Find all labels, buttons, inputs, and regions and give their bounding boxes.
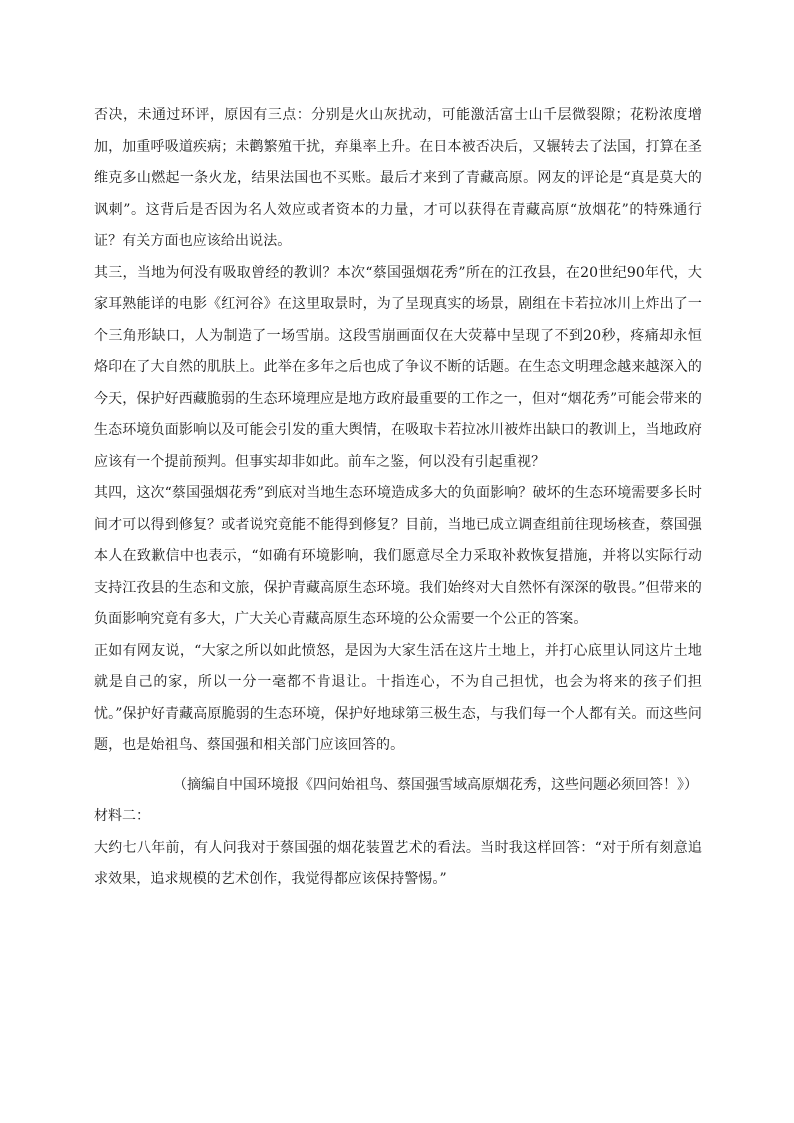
source-citation: （摘编自中国环境报《四问始祖鸟、蔡国强雪域高原烟花秀，这些问题必须回答！》） [173,776,698,793]
paragraph-3: 其四，这次“蔡国强烟花秀”到底对当地生态环境造成多大的负面影响？破坏的生态环境需要多长时间才可以得到修复？或者说究竟能不能得到修复？目前，当地已成立调查组前往现场核查，蔡国强本人在致歉信中也表示，“如确有环境影响，我们愿意尽全力采取补救恢复措施，并将以实际行动支持江孜县的生态和文旅，保护青藏高原生态环境。我们始终对大自然怀有深深的敬畏。”但带来的负面影响究竟有多大，广大关心青藏高原生态环境的公众需要一个公正的答案。 [94,485,702,627]
paragraph-4: 正如有网友说，“大家之所以如此愤怒，是因为大家生活在这片土地上，并打心底里认同这片土地就是自己的家，所以一分一毫都不肯退让。十指连心，不为自己担忧，也会为将来的孩子们担忧。”保护好青藏高原脆弱的生态环境，保护好地球第三极生态，与我们每一个人都有关。而这些问题，也是始祖鸟、蔡国强和相关部门应该回答的。 [94,642,702,753]
material-2-paragraph: 大约七八年前，有人问我对于蔡国强的烟花装置艺术的看法。当时我这样回答：“对于所有刻意追求效果，追求规模的艺术创作，我觉得都应该保持警惕。” [94,839,702,887]
document-body [94,100,702,896]
paragraph-2: 其三，当地为何没有吸取曾经的教训？本次“蔡国强烟花秀”所在的江孜县，在20世纪90年代，大家耳熟能详的电影《红河谷》在这里取景时，为了呈现真实的场景，剧组在卡若拉冰川上炸出了一个三角形缺口，人为制造了一场雪崩。这段雪崩画面仅在大荧幕中呈现了不到20秒，疼痛却永恒烙印在了大自然的肌肤上。此举在多年之后也成了争议不断的话题。在生态文明理念越来越深入的今天，保护好西藏脆弱的生态环境理应是地方政府最重要的工作之一，但对“烟花秀”可能会带来的生态环境负面影响以及可能会引发的重大舆情，在吸取卡若拉冰川被炸出缺口的教训上，当地政府应该有一个提前预判。但事实却非如此。前车之鉴，何以没有引起重视？ [94,264,702,470]
paragraph-1: 否决，未通过环评，原因有三点：分别是火山灰扰动，可能激活富士山千层微裂隙；花粉浓度增加，加重呼吸道疾病；未鹳繁殖干扰，弃巢率上升。在日本被否决后，又辗转去了法国，打算在圣维克多山燃起一条火龙，结果法国也不买账。最后才来到了青藏高原。网友的评论是“真是莫大的讽刺”。这背后是否因为名人效应或者资本的力量，才可以获得在青藏高原“放烟花”的特殊通行证？有关方面也应该给出说法。 [94,107,702,249]
material-2-heading: 材料二： [94,808,150,824]
